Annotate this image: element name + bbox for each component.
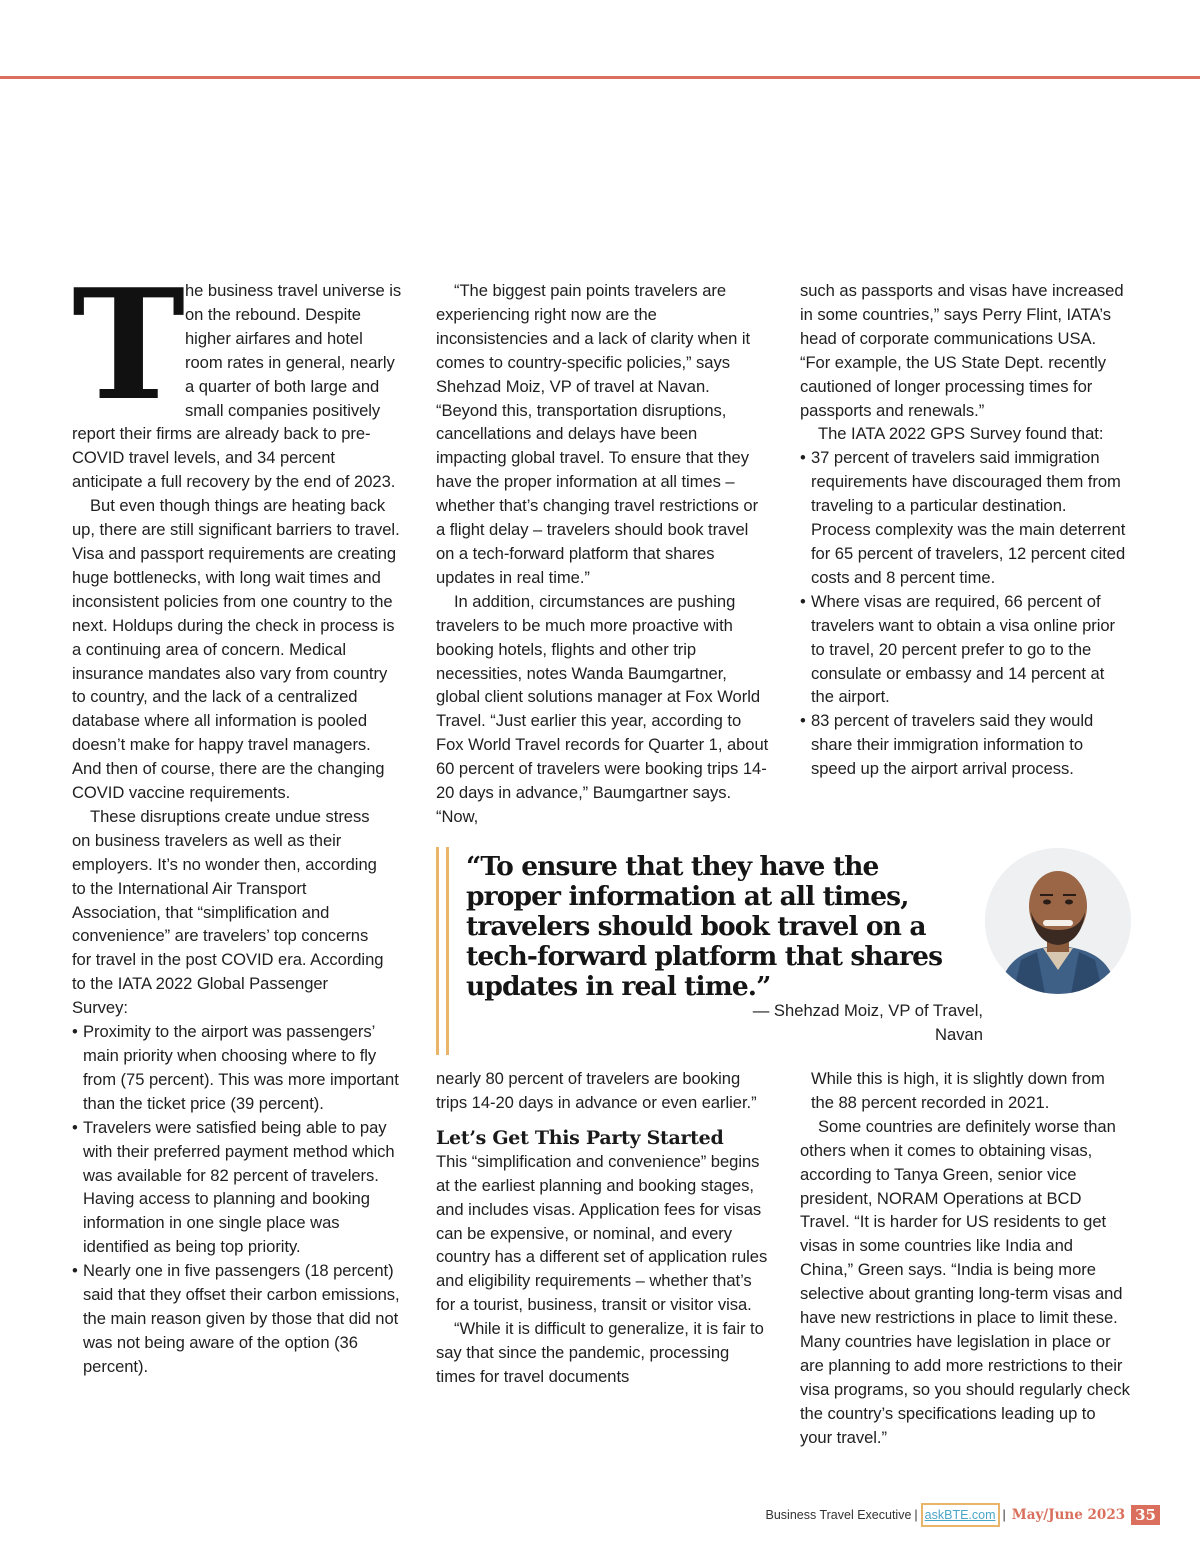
pull-quote-bar xyxy=(436,847,439,1055)
attribution-line: — Shehzad Moiz, VP of Travel, xyxy=(752,1001,983,1020)
col3-survey-list xyxy=(800,446,1130,781)
list-item: • 37 percent of travelers said immigration requirements have discouraged them from traveling to a particular destination. Process complexity was the main deterrent for 65 percent of travelers, 12 percent cited costs and 8 percent time. xyxy=(800,446,1130,589)
footer-separator: | xyxy=(914,1508,918,1522)
col1-paragraph-1: he business travel universe is on the rebound. Despite higher airfares and hotel room rates in general, nearly a quarter of both large and small companies positively report their firms are already back to pre-COVID travel levels, and 34 percent anticipate a full recovery by the end of 2023. xyxy=(72,281,402,492)
col3-paragraph-3: While this is high, it is slightly down from the 88 percent recorded in 2021. xyxy=(811,1069,1105,1112)
col2-paragraph-5: “While it is difficult to generalize, it is fair to say that since the pandemic, processing times for travel documents xyxy=(436,1319,764,1386)
issue-date: May/June 2023 xyxy=(1011,1507,1126,1523)
pull-quote: “To ensure that they have the proper information at all times, travelers should book travel on a tech-forward platform that shares updates in real time.” xyxy=(466,851,943,1002)
section-subheading: Let’s Get This Party Started xyxy=(436,1126,724,1149)
person-portrait-icon xyxy=(985,848,1131,994)
speaker-photo xyxy=(985,848,1131,994)
publication-name: Business Travel Executive xyxy=(765,1508,912,1522)
col1-paragraph-2: But even though things are heating back up, there are still significant barriers to travel. Visa and passport requirements are creating huge bottlenecks, with long wait times and inconsistent policies from one country to the next. Holdups during the check in process is a continuing area of concern. Medical insurance mandates also vary from country to country, and the lack of a centralized database where all information is pooled doesn’t make for happy travel managers. And then of course, there are the changing COVID vaccine requirements. xyxy=(72,496,400,803)
article-column-2-bottom xyxy=(436,1067,770,1389)
page-number: 35 xyxy=(1131,1505,1160,1525)
col3-paragraph-1: such as passports and visas have increased in some countries,” says Perry Flint, IATA’s head of corporate communications USA. “For example, the US State Dept. recently cautioned of longer processing times for passports and renewals.” xyxy=(800,281,1124,420)
attribution-line: Navan xyxy=(935,1025,983,1044)
col2-paragraph-1: “The biggest pain points travelers are experiencing right now are the inconsistencies and a lack of clarity when it comes to country-specific policies,” says Shehzad Moiz, VP of travel at Navan. “Beyond this, transportation disruptions, cancellations and delays have been impacting global travel. To ensure that they have the proper information at all times – whether that’s changing travel restrictions or a flight delay – travelers should book travel on a tech-forward platform that shares updates in real time.” xyxy=(436,281,759,587)
col3-paragraph-4: Some countries are definitely worse than others when it comes to obtaining visas, according to Tanya Green, senior vice president, NORAM Operations at BCD Travel. “It is harder for US residents to get visas in some countries like India and China,” Green says. “India is being more selective about granting long-term visas and have new restrictions in place to limit these. Many countries have legislation in place or are planning to add more restrictions to their visa programs, so you should regularly check the country’s specifications leading up to your travel.” xyxy=(800,1116,1130,1447)
site-link[interactable]: askBTE.com xyxy=(921,1503,1000,1527)
header-rule xyxy=(0,76,1200,79)
footer-separator: | xyxy=(1002,1508,1006,1522)
drop-cap: T xyxy=(72,255,182,434)
article-column-3-bottom xyxy=(800,1067,1130,1450)
article-column-1 xyxy=(72,255,402,1379)
col1-survey-list xyxy=(72,1020,402,1379)
col3-paragraph-2: The IATA 2022 GPS Survey found that: xyxy=(818,424,1104,444)
col2-paragraph-4: This “simplification and convenience” begins at the earliest planning and booking stages, and includes visas. Application fees for visas can be expensive, or nominal, and every country has a different set of application rules and eligibility requirements – whether that’s for a tourist, business, transit or visitor visa. xyxy=(436,1151,768,1315)
page-footer xyxy=(766,1502,1161,1528)
list-item: • 83 percent of travelers said they would share their immigration information to speed up the airport arrival process. xyxy=(800,709,1130,781)
list-item: • Nearly one in five passengers (18 percent) said that they offset their carbon emissions, the main reason given by those that did not was not being aware of the option (36 percent). xyxy=(72,1259,402,1379)
list-item: • Travelers were satisfied being able to pay with their preferred payment method which was available for 82 percent of travelers. Having access to planning and booking information in one single place was identified as being top priority. xyxy=(72,1116,402,1259)
article-column-3-top xyxy=(800,279,1130,781)
pull-quote-bar xyxy=(446,847,449,1055)
pull-quote-attribution xyxy=(700,999,983,1047)
article-column-2-top xyxy=(436,279,770,829)
list-item: • Where visas are required, 66 percent of travelers want to obtain a visa online prior to travel, 20 percent prefer to go to the consulate or embassy and 14 percent at the airport. xyxy=(800,590,1130,710)
col1-paragraph-3: These disruptions create undue stress on business travelers as well as their employers. It’s no wonder then, according to the International Air Transport Association, that “simplification and convenience” are travelers’ top concerns for travel in the post COVID era. According to the IATA 2022 Global Passenger Survey: xyxy=(72,806,384,1018)
col2-paragraph-2: In addition, circumstances are pushing travelers to be much more proactive with booking hotels, flights and other trip necessities, notes Wanda Baumgartner, global client solutions manager at Fox World Travel. “Just earlier this year, according to Fox World Travel records for Quarter 1, about 60 percent of travelers were booking trips 14-20 days in advance,” Baumgartner says. “Now, xyxy=(436,591,769,826)
col2-paragraph-3: nearly 80 percent of travelers are booking trips 14-20 days in advance or even earlier.” xyxy=(436,1069,757,1112)
list-item: • Proximity to the airport was passengers’ main priority when choosing where to fly from (75 percent). This was more important than the ticket price (39 percent). xyxy=(72,1020,402,1116)
